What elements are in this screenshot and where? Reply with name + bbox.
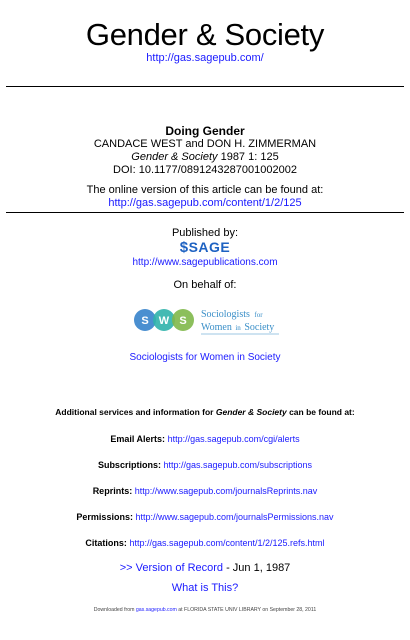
service-label: Subscriptions: — [97, 460, 161, 470]
svg-text:Sociologists for — [201, 309, 263, 320]
journal-url-link[interactable]: http://gas.sagepub.com/ — [146, 52, 264, 64]
sws-logo-line3: Society — [244, 322, 275, 333]
sws-letter-1: S — [141, 315, 149, 327]
published-by-label: Published by: — [171, 227, 239, 239]
version-of-record — [0, 562, 410, 574]
service-row-email-alerts — [0, 434, 410, 444]
footer-site-link[interactable]: gas.sagepub.com — [135, 607, 177, 613]
download-footer — [0, 607, 410, 613]
publisher-url-link[interactable]: http://www.sagepublications.com — [132, 257, 278, 268]
sws-logo[interactable] — [131, 302, 281, 338]
service-row-citations — [0, 538, 410, 548]
citations-link[interactable]: http://gas.sagepub.com/content/1/2/125.refs.html — [129, 538, 325, 548]
permissions-link[interactable]: http://www.sagepub.com/journalsPermissions.nav — [135, 512, 334, 522]
on-behalf-label: On behalf of: — [173, 279, 237, 291]
article-citation — [0, 151, 410, 163]
email-alerts-link[interactable]: http://gas.sagepub.com/cgi/alerts — [167, 434, 300, 444]
services-heading-suffix: can be found at: — [286, 407, 355, 417]
citation-journal: Gender & Society — [131, 151, 218, 163]
service-label: Permissions: — [76, 512, 133, 522]
subscriptions-link[interactable]: http://gas.sagepub.com/subscriptions — [163, 460, 313, 470]
service-label: Reprints: — [92, 486, 133, 496]
article-authors: CANDACE WEST and DON H. ZIMMERMAN — [93, 138, 317, 150]
article-doi: DOI: 10.1177/0891243287001002002 — [113, 164, 297, 176]
services-heading-journal: Gender & Society — [215, 407, 287, 417]
top-rule — [6, 86, 404, 87]
online-version-note: The online version of this article can be found at: — [86, 184, 324, 196]
svg-text:Women in Society — [201, 322, 274, 333]
sage-logo[interactable] — [0, 239, 410, 256]
sws-logo-in: in — [235, 324, 241, 332]
sage-logo-symbol: $ — [179, 239, 189, 256]
service-row-reprints — [0, 486, 410, 496]
sws-letter-2: W — [158, 315, 170, 327]
record-date: - Jun 1, 1987 — [223, 562, 291, 574]
sws-logo-for: for — [254, 311, 263, 319]
service-label: Citations: — [85, 538, 127, 548]
footer-suffix: at FLORIDA STATE UNIV LIBRARY on September 28, 2011 — [176, 607, 317, 613]
version-of-record-link[interactable]: Version of Record — [135, 562, 224, 574]
sws-logo-line1: Sociologists — [201, 309, 250, 320]
service-label: Email Alerts: — [110, 434, 166, 444]
sage-logo-text: SAGE — [188, 239, 231, 255]
what-is-this-link[interactable]: What is This? — [171, 582, 239, 594]
sws-logo-line2: Women — [201, 322, 232, 333]
service-row-permissions — [0, 512, 410, 522]
citation-volume: 1987 1: 125 — [220, 151, 279, 163]
record-prefix: >> — [119, 562, 136, 574]
article-title: Doing Gender — [165, 124, 245, 138]
society-name-link[interactable]: Sociologists for Women in Society — [129, 352, 281, 363]
journal-title: Gender & Society — [85, 17, 325, 52]
online-version-link[interactable]: http://gas.sagepub.com/content/1/2/125 — [108, 197, 302, 209]
middle-rule — [6, 212, 404, 213]
reprints-link[interactable]: http://www.sagepub.com/journalsReprints.nav — [134, 486, 318, 496]
sws-letter-3: S — [179, 315, 187, 327]
services-heading — [0, 407, 410, 417]
service-row-subscriptions — [0, 460, 410, 470]
footer-prefix: Downloaded from — [93, 607, 136, 613]
services-heading-prefix: Additional services and information for — [55, 407, 216, 417]
